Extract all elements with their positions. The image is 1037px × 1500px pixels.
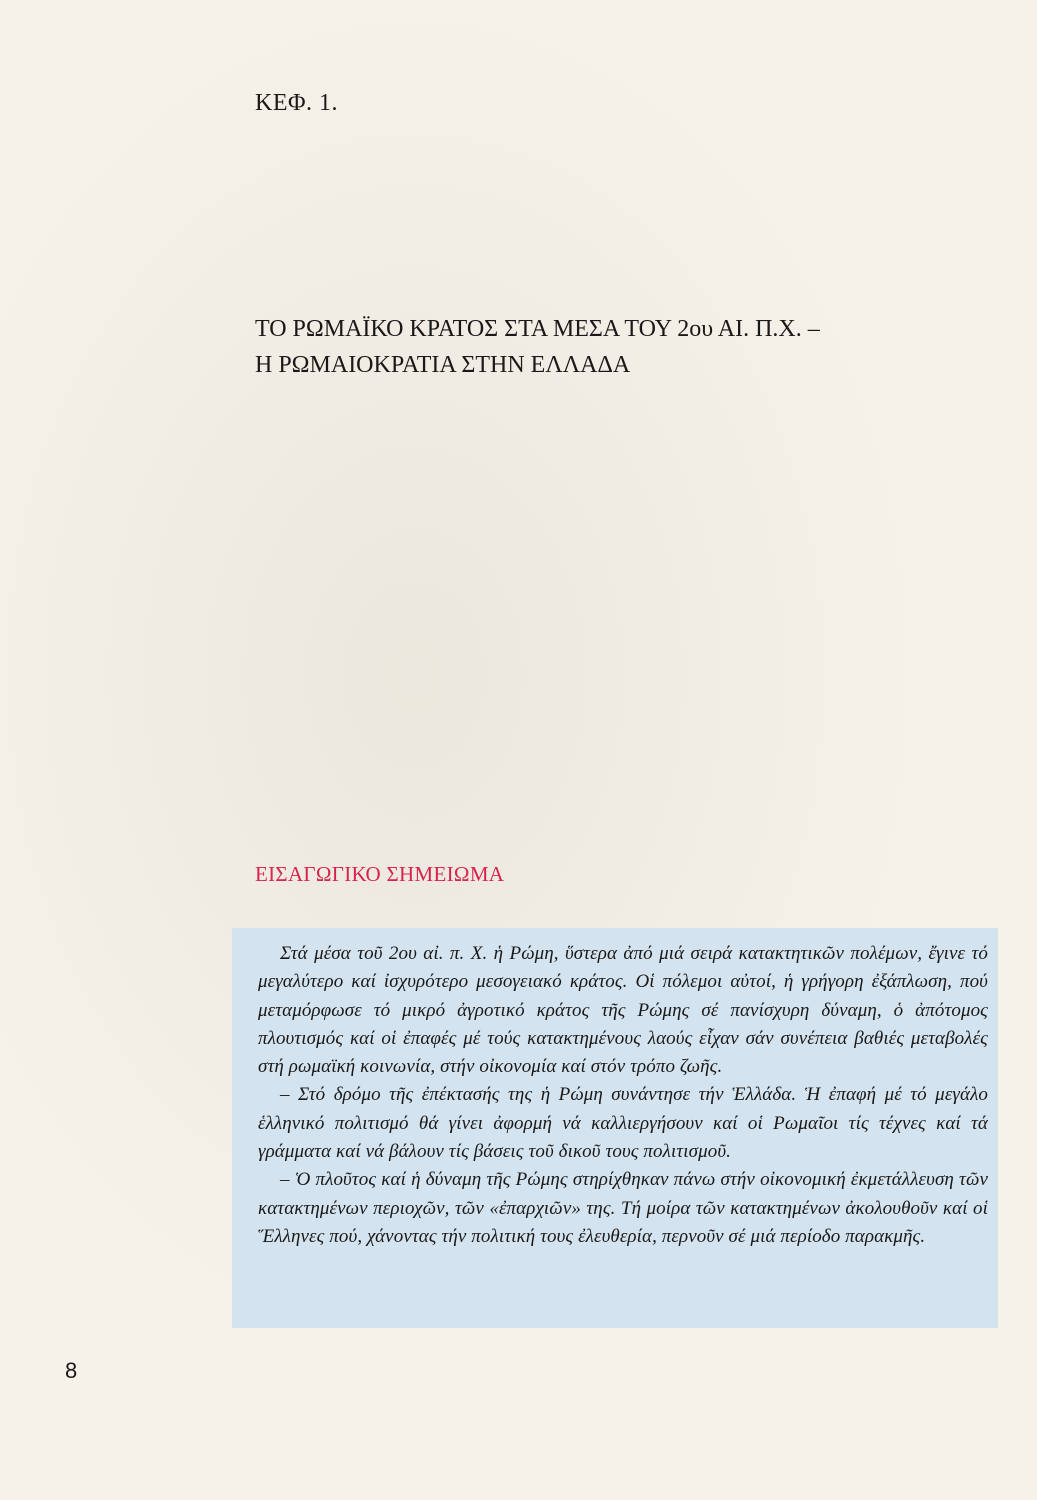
chapter-title-line-1: ΤΟ ΡΩΜΑΪΚΟ ΚΡΑΤΟΣ ΣΤΑ ΜΕΣΑ ΤΟΥ 2ου ΑΙ. Π.Χ. – [255, 316, 820, 342]
intro-paragraph-3: – Ὁ πλοῦτος καί ἡ δύναμη τῆς Ρώμης στηρίχθηκαν πάνω στήν οἰκονομική ἐκμετάλλευση τῶν κατακτημένων περιοχῶν, τῶν «ἐπαρχιῶν» της. Τή μοίρα τῶν κατακτημένων ἀκολουθοῦν καί οἱ Ἕλληνες πού, χάνοντας τήν πολιτική τους ἐλευθερία, περνοῦν σέ μιά περίοδο παρακμῆς. [258, 1169, 988, 1247]
intro-paragraph-2: – Στό δρόμο τῆς ἐπέκτασής της ἡ Ρώμη συνάντησε τήν Ἑλλάδα. Ἡ ἐπαφή μέ τό μεγάλο ἑλληνικό πολιτισμό θά γίνει ἀφορμή νά καλλιεργήσουν καί οἱ Ρωμαῖοι τίς τέχνες καί τά γράμματα καί νά βάλουν τίς βάσεις τοῦ δικοῦ τους πολιτισμοῦ. [258, 1084, 988, 1163]
intro-heading: ΕΙΣΑΓΩΓΙΚΟ ΣΗΜΕΙΩΜΑ [255, 862, 505, 886]
intro-paragraph-1: Στά μέσα τοῦ 2ου αἰ. π. Χ. ἡ Ρώμη, ὕστερα ἀπό μιά σειρά κατακτητικῶν πολέμων, ἔγινε τό μεγαλύτερο καί ἰσχυρότερο μεσογειακό κράτος. Οἱ πόλεμοι αὐτοί, ἡ γρήγορη ἐξάπλωση, πού μεταμόρφωσε τό μικρό ἀγροτικό κράτος τῆς Ρώμης σέ πανίσχυρη δύναμη, ὁ ἀπότομος πλουτισμός καί οἱ ἐπαφές μέ τούς κατακτημένους λαούς εἶχαν σάν συνέπεια βαθιές μεταβολές στή ρωμαϊκή κοινωνία, στήν οἰκονομία καί στόν τρόπο ζωῆς. [258, 943, 988, 1078]
chapter-title [255, 311, 1015, 383]
chapter-title-line-2: Η ΡΩΜΑΙΟΚΡΑΤΙΑ ΣΤΗΝ ΕΛΛΑΔΑ [255, 352, 631, 378]
chapter-label: ΚΕΦ. 1. [255, 90, 339, 116]
page-number: 8 [65, 1358, 78, 1383]
intro-note-box [232, 928, 998, 1328]
